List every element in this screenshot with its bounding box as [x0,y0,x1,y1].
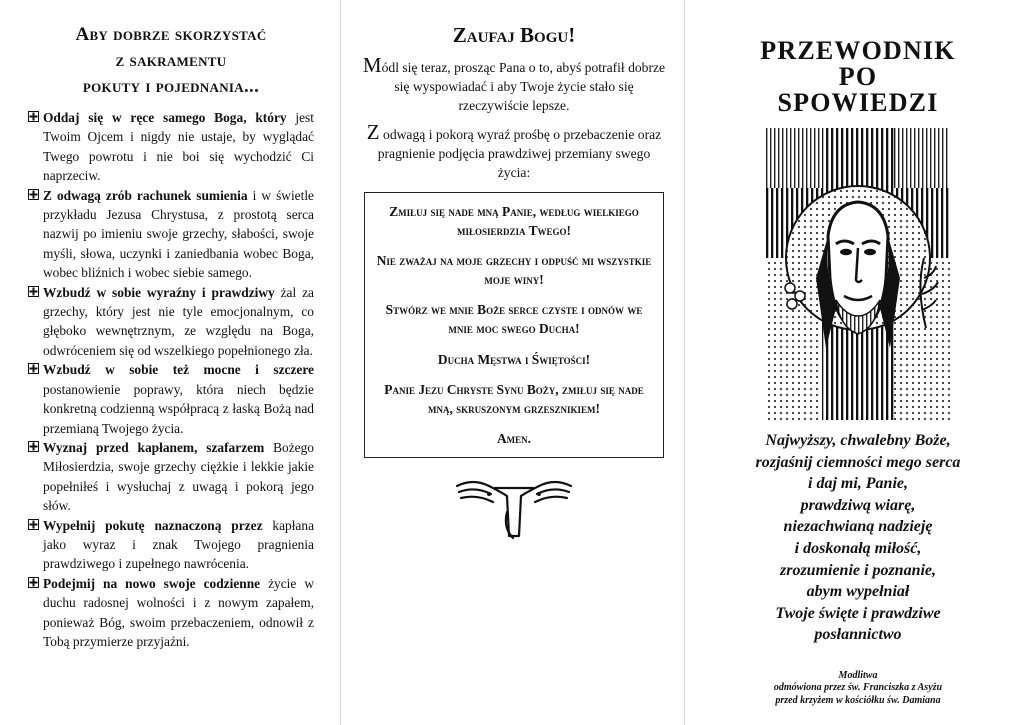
cross-bullet-icon [28,189,39,200]
title-line-1: PRZEWODNIK [760,36,956,65]
prayer-line: Stwórz we mnie Boże serce czyste i odnów we mnie moc swego Ducha! [385,302,643,336]
step-text: kapłana jako wyraz i znak Twojego pragnienia prawdziwego i zupełnego nawrócenia. [43,517,315,572]
prayer-text-line: i daj mi, Panie, [808,475,908,493]
leaflet-title [714,38,1002,116]
prayer-line: Panie Jezu Chryste Synu Boży, zmiłuj się nade mną, skruszonym grzesznikiem! [384,382,644,416]
title-line-3: SPOWIEDZI [777,88,939,117]
step-item [28,438,314,516]
heading-line-1: Aby dobrze skorzystać [75,24,267,45]
step-title: Wzbudź w sobie wyraźny i prawdziwy [43,284,275,300]
title-line-2: PO [838,62,878,91]
christ-mosaic-icon [766,128,950,420]
step-list [28,108,314,651]
heading-line-2: z sakramentu [115,50,227,71]
prayer-text-line: Najwyższy, chwalebny Boże, [765,432,951,449]
panel-trust-god [340,0,684,725]
caption-line: przed krzyżem w kościółku św. Damiana [775,694,941,706]
cross-bullet-icon [28,363,39,374]
intro-text: ódl się teraz, prosząc Pana o to, abyś potrafił dobrze się wyspowiadać i aby Twoje życie stało się rzeczywiście lepsze. [381,60,666,113]
step-item [28,283,314,361]
cross-bullet-icon [28,577,39,588]
step-item [28,108,314,186]
panel2-heading: Zaufaj Bogu! [452,23,576,47]
prayer-text-line: i doskonałą miłość, [794,539,922,557]
dropcap-z: Z [366,120,380,144]
prayer-amen: Amen. [496,431,531,447]
heading-line-3: pokuty i pojednania... [82,76,260,97]
prayer-text-line: niezachwianą nadzieję [783,518,933,536]
step-item [28,574,314,652]
step-title: Wzbudź w sobie też mocne i szczere [43,362,314,378]
caption-line: odmówiona przez św. Franciszka z Asyżu [773,682,943,694]
prayer-text-line: rozjaśnij ciemności mego serca [755,453,961,471]
st-francis-prayer [714,430,1002,646]
prayer-caption [714,670,1002,708]
step-text: jest Twoim Ojcem i nigdy nie ustaje, by wyglądać Twego powrotu i nie boi się wychodzić Ci naprzeciw. [43,110,314,184]
cross-bullet-icon [28,519,39,530]
request-paragraph [362,120,666,182]
step-text: żal za grzechy, który jest nie tyle emocjonalnym, co głęboko wewnętrznym, ze względu na Boga, odwróceniem się od wszelkiego popełnionego zła. [43,284,314,358]
cross-bullet-icon [28,111,39,122]
step-item [28,360,314,438]
caption-line: Modlitwa [838,669,878,681]
request-text: odwagą i pokorą wyraź prośbę o przebaczenie oraz pragnienie podjęcia prawdziwej przemiany swego życia: [377,127,662,180]
step-text: postanowienie poprawy, która niech będzie konkretną codzienną współpracą z łaską Bożą nad przemianą Twojego życia. [43,381,314,436]
panel1-heading [28,22,314,100]
prayer-text-line: prawdziwą wiarę, [800,496,916,514]
panel-cover [684,0,1024,725]
prayer-line: Nie zważaj na moje grzechy i odpuść mi wszystkie moje winy! [376,253,652,287]
dropcap-m: M [362,53,382,77]
prayer-text-line: Twoje święte i prawdziwe [775,604,941,622]
step-text: i w świetle przykładu Jezusa Chrystusa, z prostotą serca nazwij po imieniu swoje grzechy, słabości, swoje myśli, słowa, uczynki i zaniedbania wobec Boga, wobec bliźnich i wobec siebie samego. [43,187,314,281]
prayer-box [364,192,664,458]
cross-bullet-icon [28,441,39,452]
intro-paragraph [362,53,666,115]
prayer-text-line: abym wypełniał [806,583,910,601]
step-text: życie w duchu radosnej wolności i z nowym zapałem, ponieważ Bóg, swoim przebaczeniem, odnowił z Tobą przymierze przyjaźni. [43,575,314,649]
prayer-line: Ducha Męstwa i Świętości! [437,351,591,367]
step-item [28,186,314,283]
cross-bullet-icon [28,286,39,297]
step-title: Oddaj się w ręce samego Boga, który [43,110,287,125]
step-title: Wyznaj przed kapłanem, szafarzem [43,439,265,455]
step-title: Wypełnij pokutę naznaczoną przez [43,517,263,533]
step-text: Bożego Miłosierdzia, swoje grzechy ciężkie i lekkie jakie popełniłeś i wysłuchaj z uwagą i pokorą jego słów. [43,439,314,514]
prayer-text-line: zrozumienie i poznanie, [779,561,937,579]
step-title: Podejmij na nowo swoje codzienne [43,575,261,591]
step-title: Z odwagą zrób rachunek sumienia [43,187,248,203]
panel-guide-steps [0,0,340,725]
prayer-text-line: posłannictwo [814,626,902,644]
prayer-line: Zmiłuj się nade mną Panie, według wielkiego miłosierdzia Twego! [389,204,639,238]
tau-hands-icon [362,472,666,549]
step-item [28,516,314,574]
